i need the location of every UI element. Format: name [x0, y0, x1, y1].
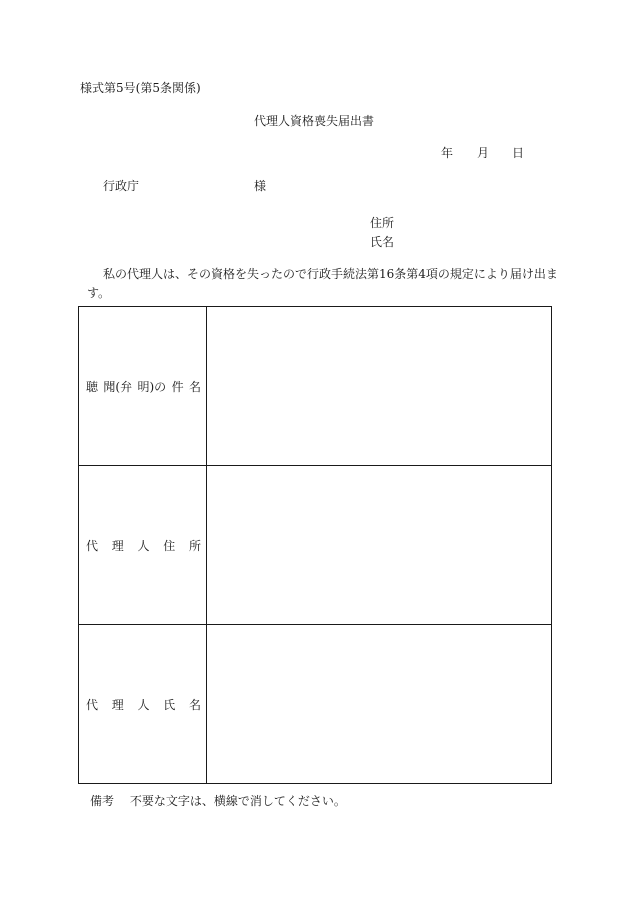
label-char: 理	[111, 538, 124, 553]
remarks-label: 備考	[90, 794, 115, 808]
agent-name-label	[79, 625, 207, 784]
label-char: 名	[188, 697, 201, 712]
applicant-name-label: 氏名	[370, 235, 395, 249]
body-text-line-1: 私の代理人は、その資格を失ったので行政手続法第16条第4項の規定により届け出ま	[103, 267, 558, 281]
label-char: 代	[86, 538, 99, 553]
document-title: 代理人資格喪失届出書	[254, 114, 375, 128]
remarks-text: 不要な文字は、横線で消してください。	[129, 794, 346, 808]
label-char: 明)の	[137, 379, 167, 394]
row-label	[86, 537, 201, 554]
row-label	[86, 378, 201, 395]
applicant-address-label: 住所	[370, 216, 395, 230]
row-label	[86, 696, 201, 713]
agent-name-field[interactable]	[207, 625, 552, 784]
label-char: 件	[171, 379, 184, 394]
label-char: 理	[111, 697, 124, 712]
hearing-case-name-field[interactable]	[207, 307, 552, 466]
label-char: 住	[163, 538, 176, 553]
table-row	[79, 307, 552, 466]
addressee-name: 行政庁	[103, 179, 140, 193]
addressee-honorific: 様	[254, 179, 267, 193]
label-char: 氏	[163, 697, 176, 712]
date-day-label: 日	[512, 146, 525, 160]
agent-address-label	[79, 466, 207, 625]
agent-address-field[interactable]	[207, 466, 552, 625]
label-char: 人	[137, 538, 150, 553]
hearing-case-name-label	[79, 307, 207, 466]
label-char: 聴	[86, 379, 99, 394]
date-month-label: 月	[477, 146, 490, 160]
label-char: 所	[188, 538, 201, 553]
table-row	[79, 466, 552, 625]
remarks	[90, 794, 346, 808]
label-char: 人	[137, 697, 150, 712]
table-row	[79, 625, 552, 784]
form-number: 様式第5号(第5条関係)	[80, 81, 201, 95]
label-char: 名	[188, 379, 201, 394]
date-year-label: 年	[441, 146, 454, 160]
body-text-line-2: す。	[87, 286, 111, 300]
label-char: 聞(弁	[103, 379, 133, 394]
form-table	[78, 306, 552, 784]
label-char: 代	[86, 697, 99, 712]
